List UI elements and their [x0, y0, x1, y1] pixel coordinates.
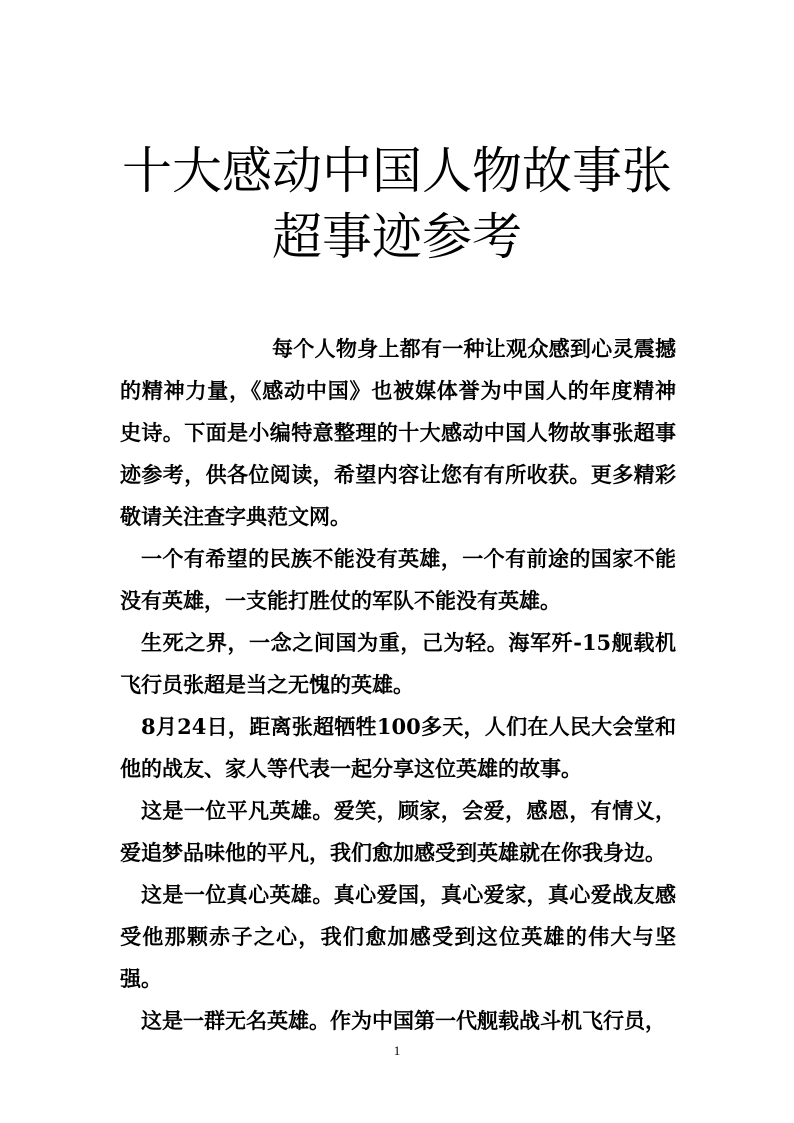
- document-body: [120, 328, 676, 1042]
- document-title: [0, 138, 794, 270]
- intro-paragraph: 每个人物身上都有一种让观众感到心灵震撼的精神力量，《感动中国》也被媒体誉为中国人的年度精神史诗。下面是小编特意整理的十大感动中国人物故事张超事迹参考，供各位阅读，希望内容让您有有所收获。更多精彩敬请关注查字典范文网。: [120, 336, 676, 529]
- document-title-line-1: 十大感动中国人物故事张: [122, 142, 672, 200]
- page-number: 1: [393, 1043, 401, 1058]
- paragraph-memorial-date: 8月24日，距离张超牺牲100多天，人们在人民大会堂和他的战友、家人等代表一起分享这位英雄的故事。: [120, 714, 676, 781]
- paragraph-ordinary-hero: 这是一位平凡英雄。爱笑，顾家，会爱，感恩，有情义，爱追梦品味他的平凡，我们愈加感受到英雄就在你我身边。: [120, 798, 676, 865]
- paragraph-pilot-hero: 生死之界，一念之间国为重，己为轻。海军歼-15舰载机飞行员张超是当之无愧的英雄。: [120, 630, 676, 697]
- paragraph-unnamed-heroes: 这是一群无名英雄。作为中国第一代舰载战斗机飞行员，: [141, 1008, 666, 1033]
- document-title-line-2: 超事迹参考: [272, 208, 522, 266]
- paragraph-heroes-nation: 一个有希望的民族不能没有英雄，一个有前途的国家不能没有英雄，一支能打胜仗的军队不能没有英雄。: [120, 546, 676, 613]
- paragraph-sincere-hero: 这是一位真心英雄。真心爱国，真心爱家，真心爱战友感受他那颗赤子之心，我们愈加感受到这位英雄的伟大与坚强。: [120, 882, 676, 991]
